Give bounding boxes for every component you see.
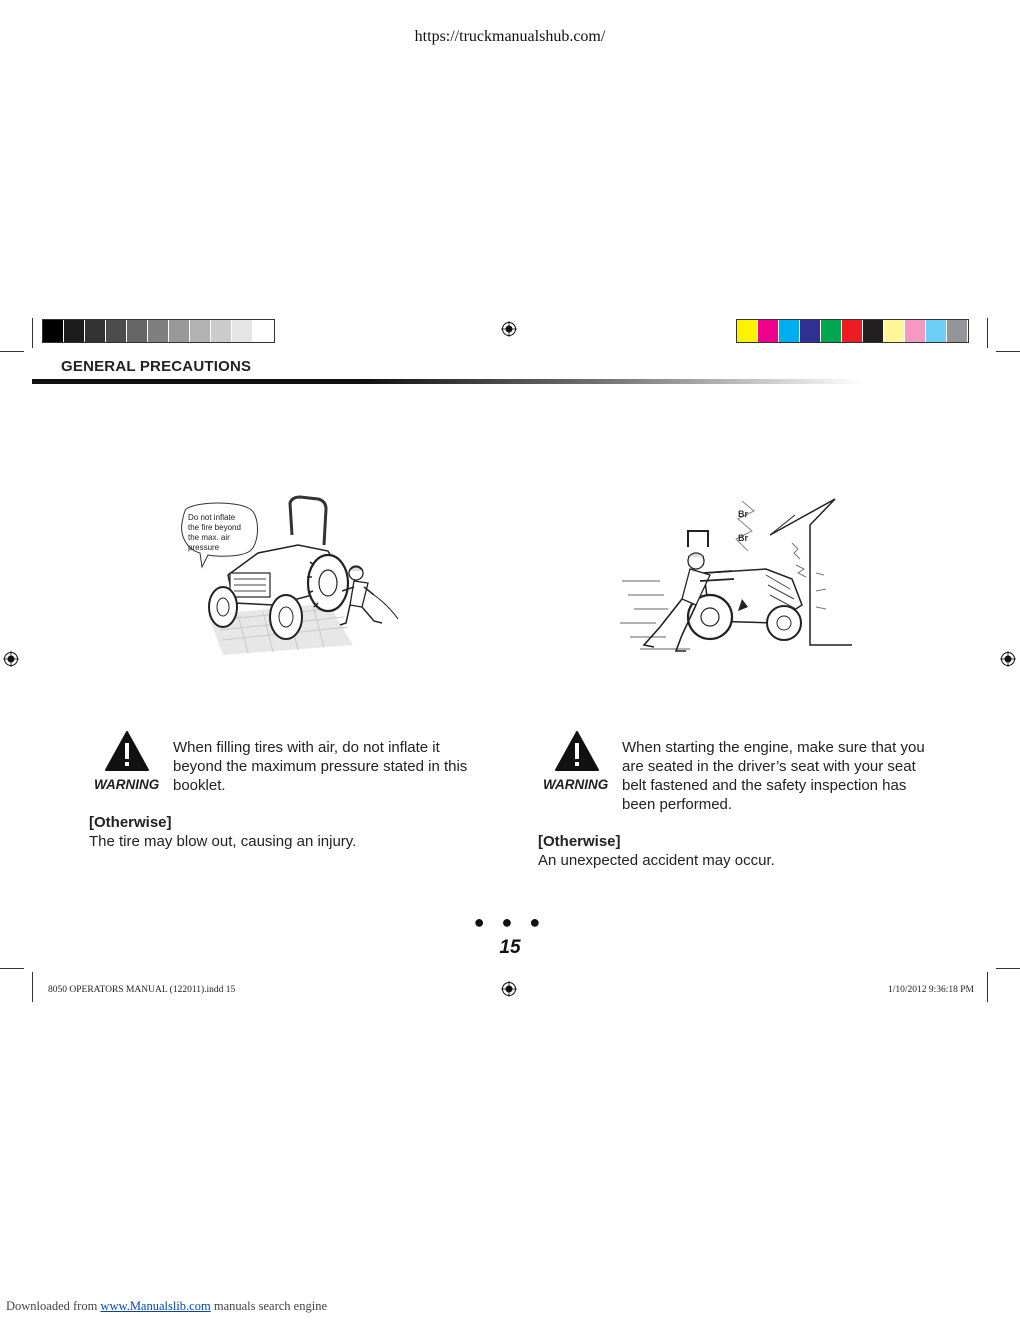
color-swatch xyxy=(148,320,169,342)
color-swatch xyxy=(821,320,842,342)
crop-mark xyxy=(32,318,33,348)
warning-label: WARNING xyxy=(543,777,609,792)
color-swatch xyxy=(253,320,274,342)
footer-suffix: manuals search engine xyxy=(210,1299,327,1313)
warning-label: WARNING xyxy=(94,777,160,792)
crop-mark xyxy=(987,318,988,348)
color-swatch xyxy=(127,320,148,342)
color-swatch xyxy=(85,320,106,342)
page-dots: ● ● ● xyxy=(473,912,547,932)
color-swatch xyxy=(211,320,232,342)
otherwise-text: The tire may blow out, causing an injury. xyxy=(89,833,357,850)
color-swatch xyxy=(800,320,821,342)
color-swatch xyxy=(842,320,863,342)
bubble-line-1: Do not inflate xyxy=(188,513,236,522)
download-footer xyxy=(6,1299,327,1314)
engine-start-illustration xyxy=(620,495,855,660)
bubble-line-4: pressure xyxy=(188,543,220,552)
crop-mark xyxy=(0,968,24,969)
crop-mark xyxy=(996,351,1020,352)
source-url: https://truckmanualshub.com/ xyxy=(414,28,606,45)
registration-mark-icon xyxy=(1000,651,1016,667)
manualslib-link[interactable]: www.Manualslib.com xyxy=(100,1299,211,1313)
footer-prefix: Downloaded from xyxy=(6,1299,101,1313)
crop-mark xyxy=(0,351,24,352)
color-swatch xyxy=(863,320,884,342)
color-swatch xyxy=(169,320,190,342)
otherwise-text: An unexpected accident may occur. xyxy=(538,852,775,869)
color-swatch xyxy=(758,320,779,342)
crop-mark xyxy=(996,968,1020,969)
crop-mark xyxy=(987,972,988,1002)
sound-br-1: Br xyxy=(738,509,749,519)
color-swatch xyxy=(884,320,905,342)
otherwise-heading: [Otherwise] xyxy=(538,833,621,850)
otherwise-heading: [Otherwise] xyxy=(89,814,172,831)
process-color-bar xyxy=(736,319,969,343)
color-swatch xyxy=(190,320,211,342)
registration-mark-icon xyxy=(501,321,517,337)
warning-triangle-icon xyxy=(554,730,600,772)
section-title: GENERAL PRECAUTIONS xyxy=(61,358,252,375)
color-swatch xyxy=(737,320,758,342)
sound-br-2: Br xyxy=(738,533,749,543)
color-swatch xyxy=(947,320,968,342)
page-number: 15 xyxy=(499,937,521,958)
color-swatch xyxy=(106,320,127,342)
slug-date: 1/10/2012 9:36:18 PM xyxy=(887,985,974,995)
slug-filename: 8050 OPERATORS MANUAL (122011).indd 15 xyxy=(48,985,236,995)
crop-mark xyxy=(32,972,33,1002)
color-swatch xyxy=(232,320,253,342)
registration-mark-icon xyxy=(3,651,19,667)
warning-text: When starting the engine, make sure that you are seated in the driver’s seat with your seat belt fastened and the safety inspection has been performed. xyxy=(622,739,925,813)
grayscale-color-bar xyxy=(42,319,275,343)
warning-triangle-icon xyxy=(104,730,150,772)
section-rule xyxy=(32,379,862,384)
registration-mark-icon xyxy=(501,981,517,997)
warning-text: When filling tires with air, do not inflate it beyond the maximum pressure stated in this booklet. xyxy=(173,739,468,794)
bubble-line-3: the max. air xyxy=(188,533,230,542)
color-swatch xyxy=(926,320,947,342)
bubble-line-2: the fire beyond xyxy=(188,523,241,532)
color-swatch xyxy=(64,320,85,342)
tire-inflation-illustration xyxy=(178,495,408,660)
color-swatch xyxy=(779,320,800,342)
color-swatch xyxy=(43,320,64,342)
color-swatch xyxy=(905,320,926,342)
